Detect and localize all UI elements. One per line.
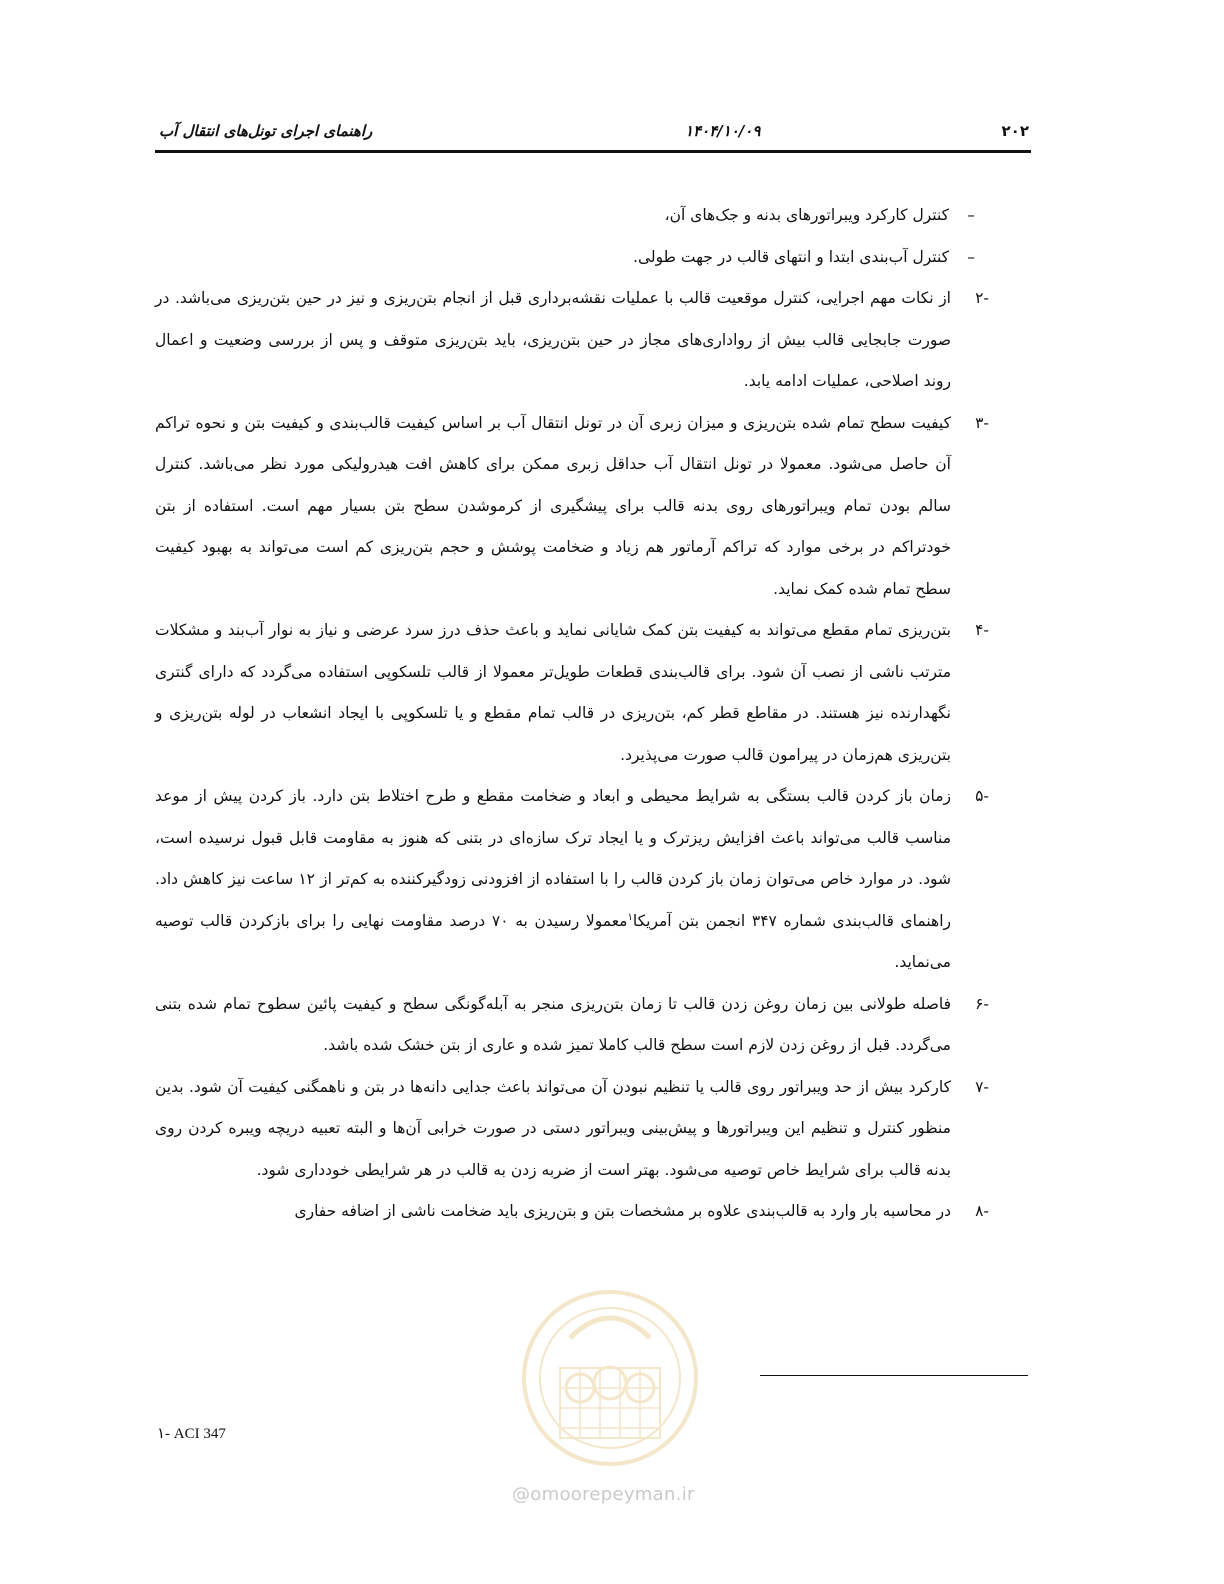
book-title: راهنمای اجرای تونل‌های انتقال آب	[159, 122, 373, 140]
footnote-marker: ۱	[627, 911, 633, 923]
footnote: ۱- ACI 347	[157, 1426, 226, 1442]
page-number: ۲۰۲	[1001, 122, 1029, 140]
body-text	[155, 195, 989, 1233]
item-text: زمان باز کردن قالب بستگی به شرایط محیطی و ابعاد و ضخامت مقطع و طرح اختلاط بتن دارد. باز کردن پیش از موعد مناسب قالب می‌تواند باعث افزایش ریزترک و یا ایجاد ترک سازه‌ای در بتنی که هنوز به مقاومت قابل قبول نرسیده است، شود. در موارد خاص می‌توان زمان باز کردن قالب را با استفاده از افزودنی زودگیرکننده به کم‌تر از ۱۲ ساعت نیز کاهش داد. راهنمای قالب‌بندی شماره ۳۴۷ انجمن بتن آمریکا	[155, 787, 951, 930]
seal-logo-icon	[500, 1278, 720, 1478]
header-date: ۱۴۰۴/۱۰/۰۹	[685, 122, 761, 140]
header-divider	[155, 150, 1031, 153]
page-header	[155, 120, 1031, 146]
item-number: -۵	[975, 787, 989, 805]
list-item	[155, 1191, 989, 1233]
bullet-item	[155, 237, 989, 279]
dash-icon: –	[967, 247, 975, 266]
bullet-list	[155, 195, 989, 278]
footnote-divider	[760, 1375, 1028, 1376]
numbered-list	[155, 278, 989, 1233]
list-item	[155, 278, 989, 403]
list-item	[155, 403, 989, 611]
bullet-item	[155, 195, 989, 237]
item-text: بتن‌ریزی تمام مقطع می‌تواند به کیفیت بتن کمک شایانی نماید و باعث حذف درز سرد عرضی و نیاز به نوار آب‌بند و مشکلات مترتب ناشی از نصب آن شود. برای قالب‌بندی قطعات طویل‌تر معمولا از قالب تلسکوپی استفاده می‌گردد که دارای گنتری نگهدارنده نیز هستند. در مقاطع قطر کم، بتن‌ریزی در قالب تمام مقطع و یا تلسکوپی با ایجاد انشعاب در لوله بتن‌ریزی و بتن‌ریزی هم‌زمان در پیرامون قالب صورت می‌پذیرد.	[155, 621, 951, 764]
item-number: -۲	[975, 289, 989, 307]
list-item	[155, 776, 989, 984]
item-text: کارکرد بیش از حد ویبراتور روی قالب یا تنظیم نبودن آن می‌تواند باعث جدایی دانه‌ها در بتن و ناهمگنی کیفیت آن شود. بدین منظور کنترل و تنظیم این ویبراتورها و پیش‌بینی ویبراتور دستی در صورت خرابی آن‌ها و البته تعبیه دریچه ویبره کردن روی بدنه قالب برای شرایط خاص توصیه می‌شود. بهتر است از ضربه زدن به قالب در هر شرایطی خودداری شود.	[155, 1077, 951, 1179]
item-text: فاصله طولانی بین زمان روغن زدن قالب تا زمان بتن‌ریزی منجر به آبله‌گونگی سطح و کیفیت پائین سطوح تمام شده بتنی می‌گردد. قبل از روغن زدن لازم است سطح قالب کاملا تمیز شده و عاری از بتن خشک شده باشد.	[155, 994, 951, 1054]
item-text: کیفیت سطح تمام شده بتن‌ریزی و میزان زبری آن در تونل انتقال آب بر اساس کیفیت قالب‌بندی و کیفیت بتن و نحوه تراکم آن حاصل می‌شود. معمولا در تونل انتقال آب حداقل زبری ممکن برای کاهش افت هیدرولیکی مورد نظر می‌باشد. کنترل سالم بودن تمام ویبراتورهای روی بدنه قالب برای پیشگیری از کرموشدن سطح بتن بسیار مهم است. استفاده از بتن خودتراکم در برخی موارد که تراکم آرماتور هم زیاد و ضخامت پوشش و حجم بتن‌ریزی کم است می‌تواند به بهبود کیفیت سطح تمام شده کمک نماید.	[155, 413, 951, 598]
watermark-site: @omoorepeyman.ir	[512, 1484, 695, 1505]
bullet-text: کنترل کارکرد ویبراتورهای بدنه و جک‌های آن،	[664, 206, 949, 224]
list-item	[155, 1067, 989, 1192]
item-text: از نکات مهم اجرایی، کنترل موقعیت قالب با عملیات نقشه‌برداری قبل از انجام بتن‌ریزی و نیز در حین بتن‌ریزی می‌باشد. در صورت جابجایی قالب بیش از رواداری‌های مجاز در حین بتن‌ریزی، باید بتن‌ریزی متوقف و پس از بررسی وضعیت و اعمال روند اصلاحی، عملیات ادامه یابد.	[155, 289, 951, 390]
bullet-text: کنترل آب‌بندی ابتدا و انتهای قالب در جهت طولی.	[633, 247, 949, 266]
list-item	[155, 984, 989, 1067]
item-number: -۶	[975, 994, 989, 1013]
list-item	[155, 610, 989, 776]
dash-icon: –	[967, 206, 975, 224]
item-number: -۴	[975, 621, 989, 639]
item-number: -۸	[975, 1202, 989, 1220]
item-number: -۳	[975, 413, 989, 432]
item-text: در محاسبه بار وارد به قالب‌بندی علاوه بر مشخصات بتن و بتن‌ریزی باید ضخامت ناشی از اضافه حفاری	[294, 1202, 951, 1220]
item-number: -۷	[975, 1077, 989, 1096]
item-text-continued: معمولا رسیدن به ۷۰ درصد مقاومت نهایی را برای بازکردن قالب توصیه می‌نماید.	[155, 911, 951, 971]
